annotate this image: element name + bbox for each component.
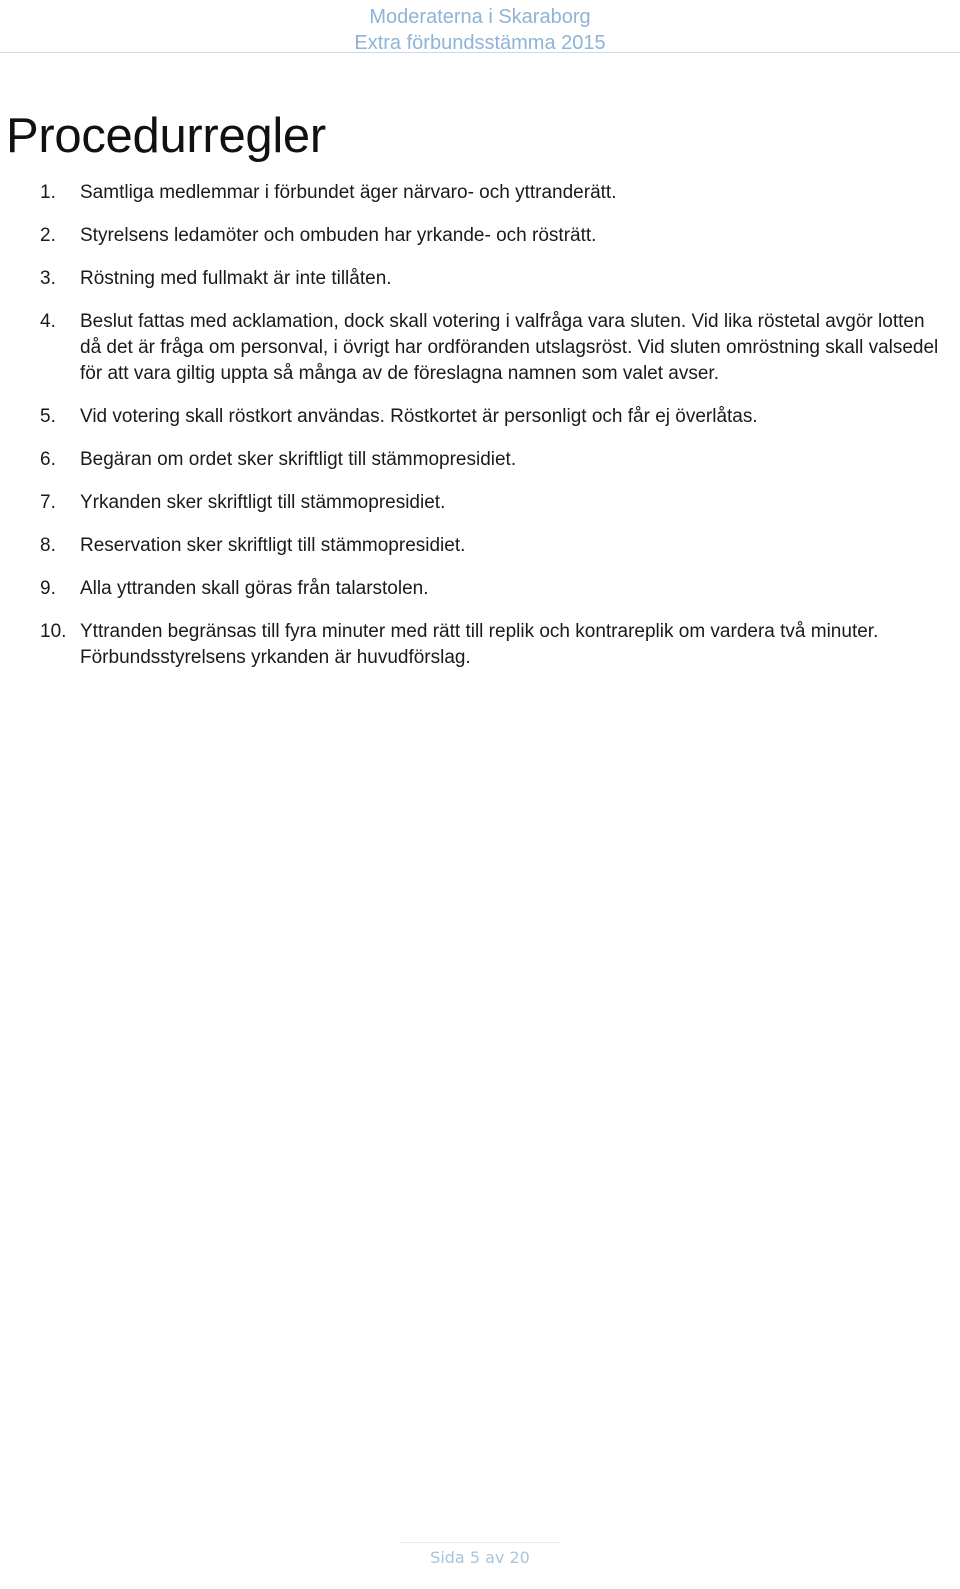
rule-number: 3. (40, 268, 56, 289)
rule-number: 4. (40, 311, 56, 332)
header-organization: Moderaterna i Skaraborg (369, 6, 591, 28)
page-header (0, 4, 960, 56)
page-number: Sida 5 av 20 (430, 1548, 530, 1567)
rule-item-5 (0, 404, 940, 430)
rule-number: 6. (40, 449, 56, 470)
header-divider (0, 52, 960, 53)
page-footer (0, 1546, 960, 1570)
rule-item-4 (0, 309, 940, 387)
rule-item-10 (0, 619, 940, 671)
rule-text: Beslut fattas med acklamation, dock skall votering i valfråga vara sluten. Vid lika röstetal avgör lotten då det är fråga om personval, i övrigt har ordföranden utslagsröst. Vid sluten omröstning skall valsedel för att vara giltig uppta så många av de föreslagna namnen som valet avser. (80, 311, 939, 384)
rule-text: Yrkanden sker skriftligt till stämmopresidiet. (80, 492, 446, 513)
rule-text: Alla yttranden skall göras från talarstolen. (80, 578, 429, 599)
rule-number: 10. (40, 621, 67, 642)
rule-text: Yttranden begränsas till fyra minuter med rätt till replik och kontrareplik om vardera två minuter. Förbundsstyrelsens yrkanden är huvudförslag. (80, 621, 879, 668)
header-event: Extra förbundsstämma 2015 (354, 32, 606, 54)
rule-item-3 (0, 266, 940, 292)
rules-list (0, 180, 940, 688)
rule-number: 2. (40, 225, 56, 246)
rule-number: 5. (40, 406, 56, 427)
rule-text: Styrelsens ledamöter och ombuden har yrkande- och rösträtt. (80, 225, 597, 246)
page-title: Procedurregler (6, 109, 326, 163)
rule-item-2 (0, 223, 940, 249)
footer-divider (400, 1542, 560, 1543)
rule-text: Samtliga medlemmar i förbundet äger närvaro- och yttranderätt. (80, 182, 617, 203)
rule-number: 7. (40, 492, 56, 513)
rule-text: Vid votering skall röstkort användas. Röstkortet är personligt och får ej överlåtas. (80, 406, 758, 427)
rule-text: Reservation sker skriftligt till stämmopresidiet. (80, 535, 466, 556)
rule-item-7 (0, 490, 940, 516)
rule-text: Röstning med fullmakt är inte tillåten. (80, 268, 392, 289)
rule-item-9 (0, 576, 940, 602)
rule-item-1 (0, 180, 940, 206)
rule-number: 9. (40, 578, 56, 599)
rule-number: 1. (40, 182, 56, 203)
rule-number: 8. (40, 535, 56, 556)
rule-item-8 (0, 533, 940, 559)
rule-item-6 (0, 447, 940, 473)
rule-text: Begäran om ordet sker skriftligt till stämmopresidiet. (80, 449, 517, 470)
